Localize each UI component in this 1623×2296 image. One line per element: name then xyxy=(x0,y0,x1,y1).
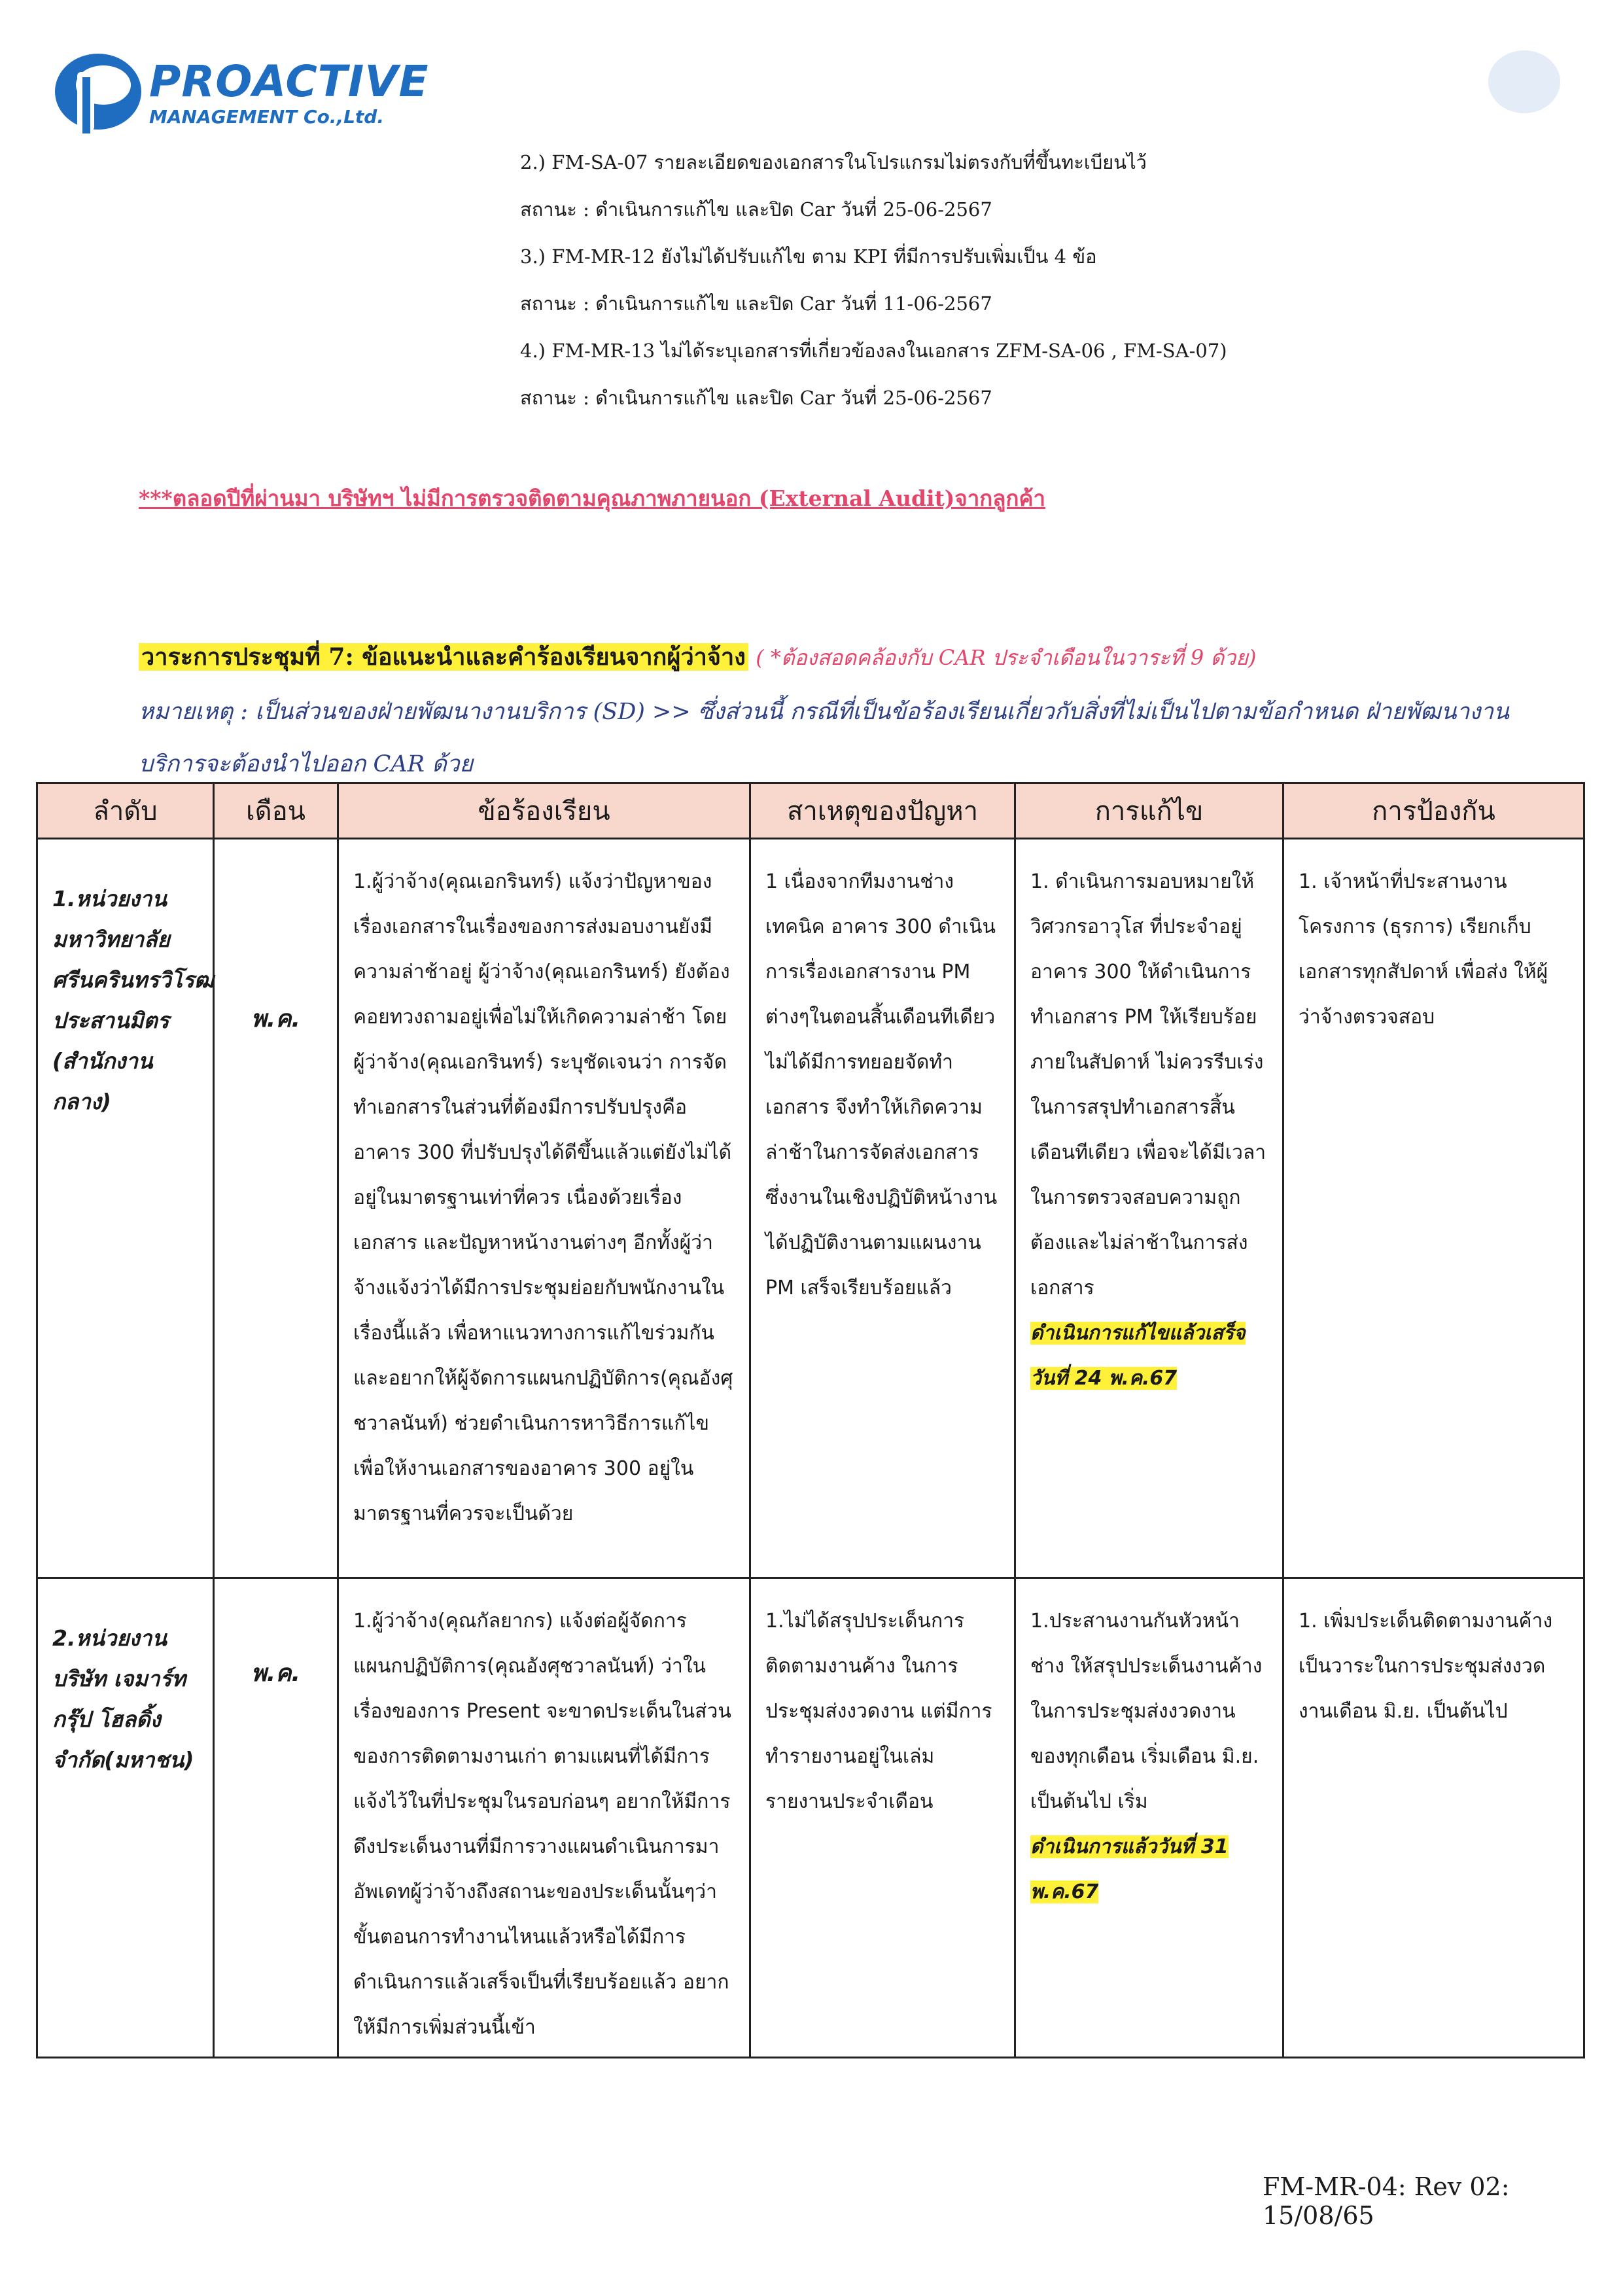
cell-prevention: 1. เจ้าหน้าที่ประสานงานโครงการ (ธุรการ) เรียกเก็บเอกสารทุกสัปดาห์ เพื่อส่ง ให้ผู้ว่าจ้างตรวจสอบ xyxy=(1283,839,1584,1578)
header-month: เดือน xyxy=(214,783,338,839)
cell-fix xyxy=(1015,1578,1283,2058)
fix-text: 1.ประสานงานกันหัวหน้าช่าง ให้สรุปประเด็นงานค้างในการประชุมส่งงวดงานของทุกเดือน เริ่มเดือน มิ.ย. เป็นต้นไป เริ่ม xyxy=(1030,1610,1263,1813)
watermark-logo xyxy=(1230,46,1570,131)
document-code-footer: FM-MR-04: Rev 02: 15/08/65 xyxy=(1263,2172,1510,2230)
car-status-list xyxy=(520,139,1567,421)
status-state-text: สถานะ : ดำเนินการแก้ไข และปิด Car วันที่ 11-06-2567 xyxy=(520,292,992,315)
table-header-row xyxy=(37,783,1584,839)
external-audit-note: ***ตลอดปีที่ผ่านมา บริษัทฯ ไม่มีการตรวจติดตามคุณภาพภายนอก (External Audit)จากลูกค้า xyxy=(139,486,1046,511)
brand-subtitle: MANAGEMENT Co.,Ltd. xyxy=(149,106,384,128)
cell-complaint: 1.ผู้ว่าจ้าง(คุณกัลยากร) แจ้งต่อผู้จัดการแผนกปฏิบัติการ(คุณอังศุชวาลนันท์) ว่าในเรื่องของการ Present จะขาดประเด็นในส่วนของการติดตามงานเก่า ตามแผนที่ได้มีการแจ้งไว้ในที่ประชุมในรอบก่อนๆ อยากให้มีการดึงประเด็นงานที่มีการวางแผนดำเนินการมาอัพเดทผู้ว่าจ้างถึงสถานะของประเด็นนั้นๆว่าขั้นตอนการทำงานไหนแล้วหรือได้มีการดำเนินการแล้วเสร็จเป็นที่เรียบร้อยแล้ว อยากให้มีการเพิ่มส่วนนี้เข้า xyxy=(338,1578,750,2058)
cell-cause: 1 เนื่องจากทีมงานช่างเทคนิค อาคาร 300 ดำเนินการเรื่องเอกสารงาน PM ต่างๆในตอนสิ้นเดือนทีเดียว ไม่ได้มีการทยอยจัดทำเอกสาร จึงทำให้เกิดความล่าช้าในการจัดส่งเอกสาร ซึ่งงานในเชิงปฏิบัติหน้างานได้ปฏิบัติงานตามแผนงาน PM เสร็จเรียบร้อยแล้ว xyxy=(750,839,1015,1578)
agenda-title: วาระการประชุมที่ 7: ข้อแนะนำและคำร้องเรียนจากผู้ว่าจ้าง xyxy=(139,643,748,671)
fix-done-highlight: ดำเนินการแก้ไขแล้วเสร็จวันที่ 24 พ.ค.67 xyxy=(1030,1322,1246,1390)
status-item-text: 3.) FM-MR-12 ยังไม่ได้ปรับแก้ไข ตาม KPI ที่มีการปรับเพิ่มเป็น 4 ข้อ xyxy=(520,245,1097,268)
cell-unit: 1.หน่วยงาน มหาวิทยาลัยศรีนครินทรวิโรฒ ประสานมิตร (สำนักงานกลาง) xyxy=(37,839,214,1578)
complaints-table xyxy=(36,782,1585,2058)
status-state-text: สถานะ : ดำเนินการแก้ไข และปิด Car วันที่ 25-06-2567 xyxy=(520,387,992,409)
company-logo xyxy=(51,46,429,144)
cell-unit: 2.หน่วยงาน บริษัท เจมาร์ท กรุ๊ป โฮลดิ้ง จำกัด(มหาชน) xyxy=(37,1578,214,2058)
header-order: ลำดับ xyxy=(37,783,214,839)
cell-complaint: 1.ผู้ว่าจ้าง(คุณเอกรินทร์) แจ้งว่าปัญหาของเรื่องเอกสารในเรื่องของการส่งมอบงานยังมีความล่าช้าอยู่ ผู้ว่าจ้าง(คุณเอกรินทร์) ยังต้องคอยทวงถามอยู่เพื่อไม่ให้เกิดความล่าช้า โดยผู้ว่าจ้าง(คุณเอกรินทร์) ระบุชัดเจนว่า การจัดทำเอกสารในส่วนที่ต้องมีการปรับปรุงคือ อาคาร 300 ที่ปรับปรุงได้ดีขึ้นแล้วแต่ยังไม่ได้อยู่ในมาตรฐานเท่าที่ควร เนื่องด้วยเรื่องเอกสาร และปัญหาหน้างานต่างๆ อีกทั้งผู้ว่าจ้างแจ้งว่าได้มีการประชุมย่อยกับพนักงานในเรื่องนี้แล้ว เพื่อหาแนวทางการแก้ไขร่วมกันและอยากให้ผู้จัดการแผนกปฏิบัติการ(คุณอังศุชวาลนันท์) ช่วยดำเนินการหาวิธีการแก้ไขเพื่อให้งานเอกสารของอาคาร 300 อยู่ในมาตรฐานที่ควรจะเป็นด้วย xyxy=(338,839,750,1578)
brand-name: PROACTIVE xyxy=(149,56,429,107)
agenda-remark: หมายเหตุ : เป็นส่วนของฝ่ายพัฒนางานบริการ (SD) >> ซึ่งส่วนนี้ กรณีที่เป็นข้อร้องเรียนเกี่ยวกับสิ่งที่ไม่เป็นไปตามข้อกำหนด ฝ่ายพัฒนางานบริการจะต้องนำไปออก CAR ด้วย xyxy=(139,699,1509,777)
cell-month: พ.ค. xyxy=(214,1578,338,2058)
agenda-heading xyxy=(139,638,1565,675)
header-cause: สาเหตุของปัญหา xyxy=(750,783,1015,839)
status-item-text: 2.) FM-SA-07 รายละเอียดของเอกสารในโปรแกรมไม่ตรงกับที่ขึ้นทะเบียนไว้ xyxy=(520,151,1147,173)
table-row xyxy=(37,839,1584,1578)
proactive-logo-icon xyxy=(51,46,149,144)
cell-cause: 1.ไม่ได้สรุปประเด็นการติดตามงานค้าง ในการประชุมส่งงวดงาน แต่มีการทำรายงานอยู่ในเล่มรายงานประจำเดือน xyxy=(750,1578,1015,2058)
header-prevention: การป้องกัน xyxy=(1283,783,1584,839)
cell-fix xyxy=(1015,839,1283,1578)
agenda-note: ( *ต้องสอดคล้องกับ CAR ประจำเดือนในวาระที่ 9 ด้วย) xyxy=(756,645,1257,670)
fix-done-highlight: ดำเนินการแล้ววันที่ 31 พ.ค.67 xyxy=(1030,1835,1229,1903)
watermark-icon xyxy=(1485,46,1563,118)
cell-prevention: 1. เพิ่มประเด็นติดตามงานค้างเป็นวาระในการประชุมส่งงวดงานเดือน มิ.ย. เป็นต้นไป xyxy=(1283,1578,1584,2058)
table-row xyxy=(37,1578,1584,2058)
header-fix: การแก้ไข xyxy=(1015,783,1283,839)
fix-text: 1. ดำเนินการมอบหมายให้วิศวกรอาวุโส ที่ประจำอยู่อาคาร 300 ให้ดำเนินการทำเอกสาร PM ให้เรียบร้อยภายในสัปดาห์ ไม่ควรรีบเร่งในการสรุปทำเอกสารสิ้นเดือนทีเดียว เพื่อจะได้มีเวลาในการตรวจสอบความถูกต้องและไม่ล่าช้าในการส่งเอกสาร xyxy=(1030,870,1266,1299)
status-state-text: สถานะ : ดำเนินการแก้ไข และปิด Car วันที่ 25-06-2567 xyxy=(520,198,992,221)
header-complaint: ข้อร้องเรียน xyxy=(338,783,750,839)
cell-month: พ.ค. xyxy=(214,839,338,1578)
status-item-text: 4.) FM-MR-13 ไม่ได้ระบุเอกสารที่เกี่ยวข้องลงในเอกสาร ZFM-SA-06 , FM-SA-07) xyxy=(520,340,1227,362)
